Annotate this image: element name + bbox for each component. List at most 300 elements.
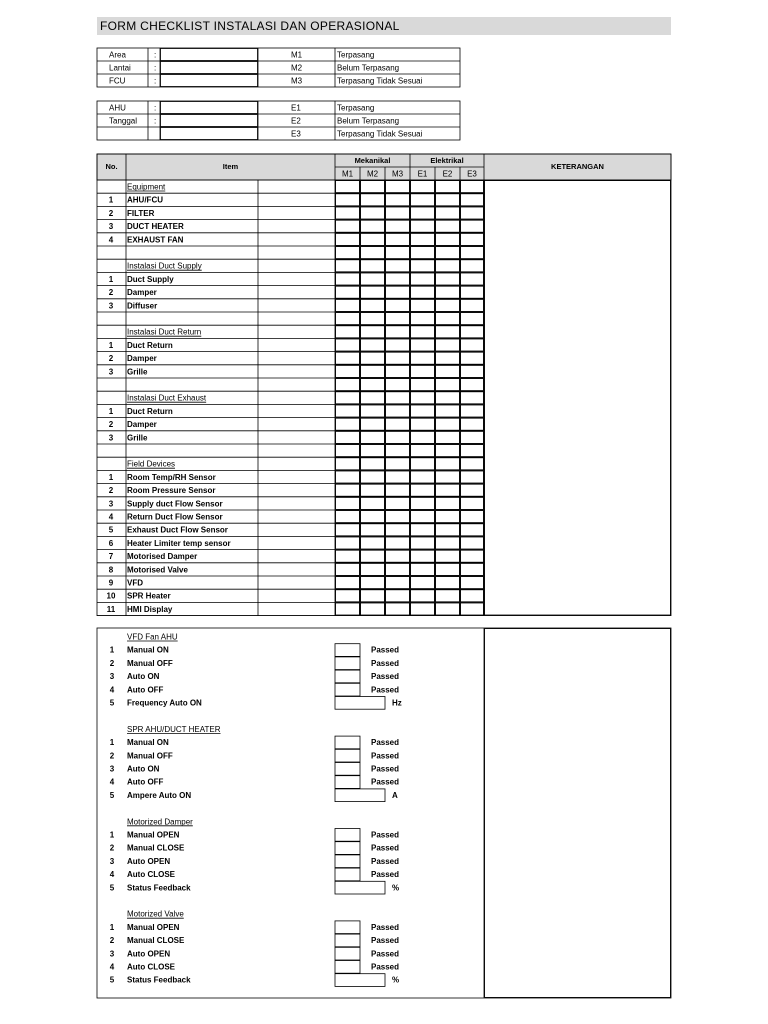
info-block-2-label-ahu: AHU — [109, 103, 126, 113]
row-number: 3 — [108, 301, 114, 311]
check-cell[interactable] — [336, 233, 360, 245]
check-cell[interactable] — [436, 497, 460, 509]
check-cell[interactable] — [411, 445, 435, 457]
check-cell[interactable] — [361, 471, 385, 483]
check-cell[interactable] — [461, 207, 484, 219]
row-item-label: Duct Supply — [127, 274, 174, 284]
check-cell[interactable] — [361, 313, 385, 325]
check-cell[interactable] — [336, 471, 360, 483]
check-cell[interactable] — [361, 418, 385, 430]
check-cell[interactable] — [461, 511, 484, 523]
info-block-2-value-field[interactable] — [161, 102, 258, 114]
info-block-2-label-tanggal: Tanggal — [109, 116, 138, 126]
form-title: FORM CHECKLIST INSTALASI DAN OPERASIONAL — [100, 19, 400, 33]
check-cell[interactable] — [461, 260, 484, 272]
test-item-label: Auto CLOSE — [127, 962, 175, 972]
check-cell[interactable] — [336, 431, 360, 443]
check-cell[interactable] — [361, 247, 385, 259]
test-item-number: 1 — [109, 830, 115, 840]
check-cell[interactable] — [411, 418, 435, 430]
check-cell[interactable] — [386, 431, 410, 443]
check-cell[interactable] — [436, 260, 460, 272]
check-cell[interactable] — [461, 577, 484, 589]
info-block-2-code-e2: E2 — [291, 116, 301, 126]
test-item-label: Manual CLOSE — [127, 843, 185, 853]
info-block-1-desc-m2: Belum Terpasang — [337, 63, 400, 73]
check-cell[interactable] — [436, 273, 460, 285]
check-cell[interactable] — [436, 194, 460, 206]
check-cell[interactable] — [436, 220, 460, 232]
info-block-2-value-field[interactable] — [161, 115, 258, 127]
check-cell[interactable] — [336, 405, 360, 417]
check-cell[interactable] — [411, 326, 435, 338]
check-cell[interactable] — [361, 181, 385, 193]
check-cell[interactable] — [461, 220, 484, 232]
check-cell[interactable] — [436, 524, 460, 536]
check-cell[interactable] — [386, 471, 410, 483]
check-cell[interactable] — [411, 392, 435, 404]
check-cell[interactable] — [386, 445, 410, 457]
info-block-1-label-area: Area — [109, 50, 126, 60]
check-cell[interactable] — [436, 286, 460, 298]
row-item-label: Motorised Damper — [127, 552, 198, 562]
check-cell[interactable] — [411, 233, 435, 245]
passed-checkbox[interactable] — [335, 763, 360, 776]
check-cell[interactable] — [361, 511, 385, 523]
check-cell[interactable] — [461, 431, 484, 443]
check-cell[interactable] — [361, 431, 385, 443]
check-cell[interactable] — [336, 286, 360, 298]
check-cell[interactable] — [386, 313, 410, 325]
check-cell[interactable] — [386, 590, 410, 602]
test-item-number: 3 — [109, 949, 115, 959]
passed-checkbox[interactable] — [335, 683, 360, 696]
keterangan-field[interactable] — [485, 181, 671, 615]
check-cell[interactable] — [411, 563, 435, 575]
check-cell[interactable] — [411, 484, 435, 496]
info-block-2-code-e1: E1 — [291, 103, 301, 113]
check-cell[interactable] — [436, 563, 460, 575]
check-cell[interactable] — [461, 458, 484, 470]
check-cell[interactable] — [436, 445, 460, 457]
section-heading: Instalasi Duct Exhaust — [127, 393, 207, 403]
test-item-number: 3 — [109, 764, 115, 774]
check-cell[interactable] — [386, 550, 410, 562]
row-number: 11 — [106, 604, 116, 614]
check-cell[interactable] — [361, 484, 385, 496]
check-cell[interactable] — [461, 326, 484, 338]
check-cell[interactable] — [436, 207, 460, 219]
check-cell[interactable] — [461, 537, 484, 549]
check-cell[interactable] — [436, 392, 460, 404]
check-cell[interactable] — [436, 352, 460, 364]
check-cell[interactable] — [386, 484, 410, 496]
test-item-number: 5 — [109, 975, 115, 985]
check-cell[interactable] — [361, 260, 385, 272]
check-cell[interactable] — [386, 339, 410, 351]
row-number: 1 — [108, 274, 114, 284]
info-block-1-desc-m1: Terpasang — [337, 50, 375, 60]
header-sub-m2: M2 — [366, 169, 379, 179]
check-cell[interactable] — [461, 194, 484, 206]
check-cell[interactable] — [336, 418, 360, 430]
passed-checkbox[interactable] — [335, 644, 360, 657]
check-cell[interactable] — [386, 418, 410, 430]
header-sub-e2: E2 — [442, 169, 453, 179]
check-cell[interactable] — [461, 286, 484, 298]
check-cell[interactable] — [336, 220, 360, 232]
check-cell[interactable] — [336, 207, 360, 219]
value-input[interactable] — [335, 789, 385, 802]
check-cell[interactable] — [436, 339, 460, 351]
check-cell[interactable] — [436, 379, 460, 391]
check-cell[interactable] — [386, 273, 410, 285]
check-cell[interactable] — [336, 524, 360, 536]
check-cell[interactable] — [461, 313, 484, 325]
check-cell[interactable] — [336, 352, 360, 364]
row-item-label: Damper — [127, 420, 157, 430]
info-block-2-value-field[interactable] — [161, 128, 258, 140]
check-cell[interactable] — [436, 431, 460, 443]
header-keterangan: KETERANGAN — [551, 162, 604, 171]
header-sub-e3: E3 — [467, 169, 477, 179]
row-item-label: Duct Return — [127, 406, 173, 416]
test-item-number: 1 — [109, 738, 115, 748]
unit-label: Hz — [392, 698, 402, 708]
check-cell[interactable] — [411, 603, 435, 615]
row-item-label: EXHAUST FAN — [127, 235, 184, 245]
check-cell[interactable] — [436, 313, 460, 325]
test-item-label: Auto OPEN — [127, 856, 171, 866]
row-item-label: Return Duct Flow Sensor — [127, 512, 223, 522]
row-item-label: Heater Limiter temp sensor — [127, 538, 231, 548]
check-cell[interactable] — [386, 405, 410, 417]
check-cell[interactable] — [461, 247, 484, 259]
check-cell[interactable] — [361, 537, 385, 549]
check-cell[interactable] — [411, 365, 435, 377]
check-cell[interactable] — [336, 603, 360, 615]
check-cell[interactable] — [336, 484, 360, 496]
check-cell[interactable] — [411, 379, 435, 391]
check-cell[interactable] — [386, 458, 410, 470]
row-item-label: VFD — [127, 578, 143, 588]
check-cell[interactable] — [411, 471, 435, 483]
passed-label: Passed — [371, 843, 400, 853]
check-cell[interactable] — [361, 233, 385, 245]
check-cell[interactable] — [361, 550, 385, 562]
check-cell[interactable] — [386, 233, 410, 245]
check-cell[interactable] — [361, 379, 385, 391]
check-cell[interactable] — [386, 220, 410, 232]
check-cell[interactable] — [361, 299, 385, 311]
check-cell[interactable] — [461, 181, 484, 193]
value-input[interactable] — [335, 697, 385, 710]
check-cell[interactable] — [361, 220, 385, 232]
check-cell[interactable] — [436, 458, 460, 470]
check-cell[interactable] — [461, 418, 484, 430]
passed-checkbox[interactable] — [335, 776, 360, 789]
passed-checkbox[interactable] — [335, 868, 360, 881]
row-item-label: Room Temp/RH Sensor — [127, 472, 216, 482]
check-cell[interactable] — [436, 405, 460, 417]
row-item-label: DUCT HEATER — [127, 222, 184, 232]
check-cell[interactable] — [386, 497, 410, 509]
check-cell[interactable] — [361, 603, 385, 615]
passed-label: Passed — [371, 764, 400, 774]
passed-checkbox[interactable] — [335, 749, 360, 762]
info-block-1-value-field[interactable] — [161, 75, 258, 87]
test-section-title: Motorized Damper — [127, 817, 193, 827]
check-cell[interactable] — [436, 299, 460, 311]
check-cell[interactable] — [411, 299, 435, 311]
test-item-label: Manual ON — [127, 645, 169, 655]
row-number: 2 — [108, 486, 114, 496]
info-block-2-colon: : — [154, 116, 157, 126]
check-cell[interactable] — [336, 497, 360, 509]
check-cell[interactable] — [386, 207, 410, 219]
check-cell[interactable] — [461, 379, 484, 391]
check-cell[interactable] — [411, 194, 435, 206]
check-cell[interactable] — [386, 577, 410, 589]
check-cell[interactable] — [461, 405, 484, 417]
header-elektrikal: Elektrikal — [430, 156, 464, 165]
test-item-label: Auto OFF — [127, 777, 164, 787]
check-cell[interactable] — [461, 550, 484, 562]
check-cell[interactable] — [386, 365, 410, 377]
passed-checkbox[interactable] — [335, 736, 360, 749]
check-cell[interactable] — [411, 260, 435, 272]
info-block-1-colon: : — [154, 50, 157, 60]
info-block-1-label-lantai: Lantai — [109, 63, 131, 73]
test-item-label: Status Feedback — [127, 975, 191, 985]
check-cell[interactable] — [361, 590, 385, 602]
check-cell[interactable] — [386, 352, 410, 364]
passed-label: Passed — [371, 856, 400, 866]
check-cell[interactable] — [386, 511, 410, 523]
check-cell[interactable] — [436, 233, 460, 245]
check-cell[interactable] — [411, 339, 435, 351]
check-cell[interactable] — [361, 445, 385, 457]
check-cell[interactable] — [461, 590, 484, 602]
check-cell[interactable] — [411, 537, 435, 549]
row-number: 3 — [108, 433, 114, 443]
check-cell[interactable] — [436, 550, 460, 562]
check-cell[interactable] — [436, 484, 460, 496]
check-cell[interactable] — [411, 273, 435, 285]
test-item-label: Manual CLOSE — [127, 936, 185, 946]
check-cell[interactable] — [386, 392, 410, 404]
info-block-2-code-e3: E3 — [291, 129, 301, 139]
check-cell[interactable] — [411, 181, 435, 193]
check-cell[interactable] — [386, 603, 410, 615]
check-cell[interactable] — [336, 365, 360, 377]
check-cell[interactable] — [336, 590, 360, 602]
check-cell[interactable] — [461, 299, 484, 311]
check-cell[interactable] — [436, 603, 460, 615]
check-cell[interactable] — [361, 524, 385, 536]
check-cell[interactable] — [336, 379, 360, 391]
check-cell[interactable] — [336, 247, 360, 259]
row-item-label: Exhaust Duct Flow Sensor — [127, 525, 228, 535]
check-cell[interactable] — [461, 524, 484, 536]
check-cell[interactable] — [386, 260, 410, 272]
passed-checkbox[interactable] — [335, 921, 360, 934]
check-cell[interactable] — [411, 550, 435, 562]
row-item-label: Supply duct Flow Sensor — [127, 499, 223, 509]
check-cell[interactable] — [461, 603, 484, 615]
check-cell[interactable] — [386, 563, 410, 575]
passed-label: Passed — [371, 777, 400, 787]
check-cell[interactable] — [411, 405, 435, 417]
passed-label: Passed — [371, 645, 400, 655]
check-cell[interactable] — [461, 352, 484, 364]
check-cell[interactable] — [386, 194, 410, 206]
check-cell[interactable] — [461, 484, 484, 496]
test-item-label: Manual ON — [127, 738, 169, 748]
check-cell[interactable] — [411, 590, 435, 602]
check-cell[interactable] — [436, 326, 460, 338]
check-cell[interactable] — [336, 273, 360, 285]
header-sub-e1: E1 — [417, 169, 428, 179]
section-heading: Instalasi Duct Supply — [127, 261, 202, 271]
row-item-label: SPR Heater — [127, 591, 171, 601]
check-cell[interactable] — [386, 247, 410, 259]
check-cell[interactable] — [336, 537, 360, 549]
check-cell[interactable] — [461, 445, 484, 457]
check-cell[interactable] — [436, 471, 460, 483]
check-cell[interactable] — [436, 365, 460, 377]
check-cell[interactable] — [461, 497, 484, 509]
check-cell[interactable] — [436, 511, 460, 523]
test-item-label: Auto OFF — [127, 685, 164, 695]
check-cell[interactable] — [411, 286, 435, 298]
unit-label: % — [392, 883, 400, 893]
info-block-1-code-m1: M1 — [291, 50, 303, 60]
info-block-1-code-m2: M2 — [291, 63, 303, 73]
check-cell[interactable] — [461, 365, 484, 377]
check-cell[interactable] — [436, 247, 460, 259]
check-cell[interactable] — [336, 392, 360, 404]
check-cell[interactable] — [436, 418, 460, 430]
check-cell[interactable] — [386, 537, 410, 549]
check-cell[interactable] — [336, 458, 360, 470]
check-cell[interactable] — [361, 577, 385, 589]
info-block-2-colon: : — [154, 103, 157, 113]
row-number: 1 — [108, 406, 114, 416]
check-cell[interactable] — [436, 537, 460, 549]
check-cell[interactable] — [386, 326, 410, 338]
check-cell[interactable] — [411, 431, 435, 443]
check-cell[interactable] — [336, 194, 360, 206]
check-cell[interactable] — [386, 379, 410, 391]
check-cell[interactable] — [336, 339, 360, 351]
header-sub-m1: M1 — [341, 169, 354, 179]
info-block-1-value-field[interactable] — [161, 49, 258, 61]
row-number: 2 — [108, 354, 114, 364]
check-cell[interactable] — [411, 207, 435, 219]
check-cell[interactable] — [411, 220, 435, 232]
check-cell[interactable] — [336, 577, 360, 589]
check-cell[interactable] — [361, 352, 385, 364]
check-cell[interactable] — [361, 497, 385, 509]
check-cell[interactable] — [436, 181, 460, 193]
header-sub-m3: M3 — [391, 169, 404, 179]
test-item-number: 5 — [109, 698, 115, 708]
row-item-label: Grille — [127, 367, 148, 377]
check-cell[interactable] — [336, 326, 360, 338]
check-cell[interactable] — [411, 313, 435, 325]
check-cell[interactable] — [336, 299, 360, 311]
check-cell[interactable] — [336, 563, 360, 575]
check-cell[interactable] — [336, 313, 360, 325]
check-cell[interactable] — [336, 550, 360, 562]
check-cell[interactable] — [386, 286, 410, 298]
check-cell[interactable] — [361, 207, 385, 219]
check-cell[interactable] — [436, 577, 460, 589]
passed-checkbox[interactable] — [335, 855, 360, 868]
check-cell[interactable] — [361, 194, 385, 206]
check-cell[interactable] — [361, 392, 385, 404]
check-cell[interactable] — [336, 445, 360, 457]
passed-checkbox[interactable] — [335, 670, 360, 683]
check-cell[interactable] — [461, 471, 484, 483]
check-cell[interactable] — [336, 181, 360, 193]
check-cell[interactable] — [461, 273, 484, 285]
check-cell[interactable] — [386, 524, 410, 536]
info-block-1-value-field[interactable] — [161, 62, 258, 74]
check-cell[interactable] — [361, 339, 385, 351]
check-cell[interactable] — [361, 405, 385, 417]
check-cell[interactable] — [411, 577, 435, 589]
check-cell[interactable] — [461, 339, 484, 351]
test-item-number: 3 — [109, 672, 115, 682]
value-input[interactable] — [335, 974, 385, 987]
passed-checkbox[interactable] — [335, 947, 360, 960]
check-cell[interactable] — [461, 392, 484, 404]
check-cell[interactable] — [361, 365, 385, 377]
check-cell[interactable] — [411, 352, 435, 364]
check-cell[interactable] — [411, 497, 435, 509]
check-cell[interactable] — [361, 563, 385, 575]
passed-checkbox[interactable] — [335, 934, 360, 947]
row-number: 6 — [108, 538, 114, 548]
passed-checkbox[interactable] — [335, 829, 360, 842]
check-cell[interactable] — [361, 286, 385, 298]
passed-checkbox[interactable] — [335, 657, 360, 670]
test-item-number: 2 — [109, 936, 115, 946]
check-cell[interactable] — [411, 511, 435, 523]
check-cell[interactable] — [411, 458, 435, 470]
check-cell[interactable] — [436, 590, 460, 602]
check-cell[interactable] — [461, 563, 484, 575]
test-item-label: Status Feedback — [127, 883, 191, 893]
check-cell[interactable] — [411, 524, 435, 536]
check-cell[interactable] — [336, 260, 360, 272]
passed-checkbox[interactable] — [335, 961, 360, 974]
check-cell[interactable] — [461, 233, 484, 245]
value-input[interactable] — [335, 881, 385, 894]
check-cell[interactable] — [411, 247, 435, 259]
row-item-label: HMI Display — [127, 604, 173, 614]
check-cell[interactable] — [386, 299, 410, 311]
passed-checkbox[interactable] — [335, 842, 360, 855]
check-cell[interactable] — [336, 511, 360, 523]
check-cell[interactable] — [386, 181, 410, 193]
check-cell[interactable] — [361, 458, 385, 470]
check-cell[interactable] — [361, 326, 385, 338]
check-cell[interactable] — [361, 273, 385, 285]
operational-notes-field[interactable] — [485, 629, 671, 998]
